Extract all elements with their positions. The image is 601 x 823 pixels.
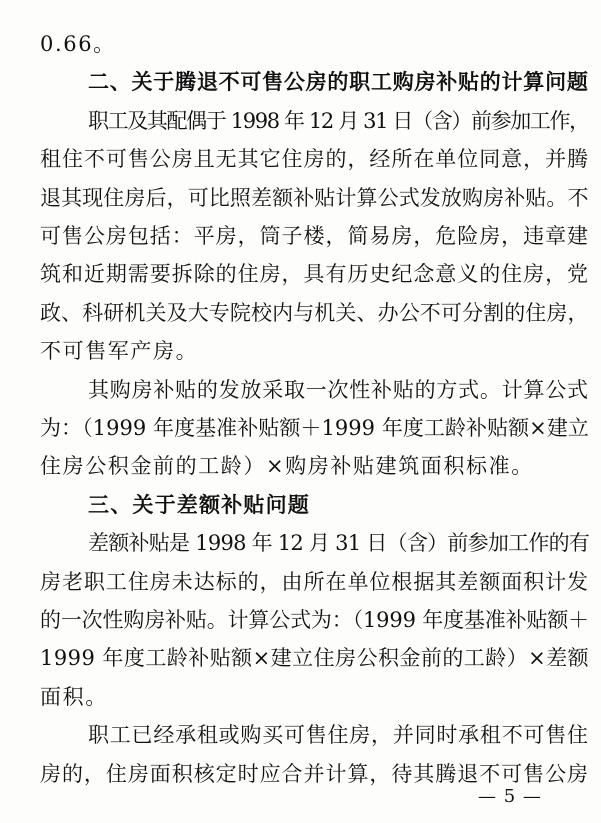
text-line: 政、科研机关及大专院校内与机关、办公不可分割的住房， (40, 300, 589, 325)
text-line: 1999 年度工龄补贴额×建立住房公积金前的工龄）×差额 (40, 646, 590, 671)
text-line: 差额补贴是 1998 年 12 月 31 日（含）前参加工作的有 (88, 531, 590, 556)
text-line: 面积。 (40, 684, 108, 709)
text-line: 租住不可售公房且无其它住房的，经所在单位同意，并腾 (40, 147, 589, 172)
text-line: 退其现住房后，可比照差额补贴计算公式发放购房补贴。不 (40, 185, 589, 210)
text-line: 不可售军产房。 (40, 339, 199, 364)
text-line: 的一次性购房补贴。计算公式为：（1999 年度基准补贴额＋ (40, 608, 590, 632)
text-line: 职工及其配偶于 1998 年 12 月 31 日（含）前参加工作， (88, 108, 589, 133)
text-line: 住房公积金前的工龄）×购房补贴建筑面积标准。 (40, 454, 534, 479)
text-line: 0.66。 (40, 32, 116, 56)
text-line: 房的，住房面积核定时应合并计算，待其腾退不可售公房 (40, 761, 589, 786)
text-line: 职工已经承租或购买可售住房，并同时承租不可售住 (88, 723, 589, 748)
page-number: — 5 — (478, 786, 542, 807)
text-line: 其购房补贴的发放采取一次性补贴的方式。计算公式 (88, 377, 589, 402)
text-line: 可售公房包括：平房，筒子楼，简易房，危险房，违章建 (40, 224, 589, 248)
text-line: 为：（1999 年度基准补贴额＋1999 年度工龄补贴额×建立 (40, 416, 589, 440)
section-heading-3: 三、关于差额补贴问题 (88, 492, 310, 517)
section-heading-2: 二、关于腾退不可售公房的职工购房补贴的计算问题 (88, 70, 589, 95)
text-line: 房老职工住房未达标的，由所在单位根据其差额面积计发 (40, 569, 589, 594)
text-line: 筑和近期需要拆除的住房，具有历史纪念意义的住房，党 (40, 262, 589, 287)
